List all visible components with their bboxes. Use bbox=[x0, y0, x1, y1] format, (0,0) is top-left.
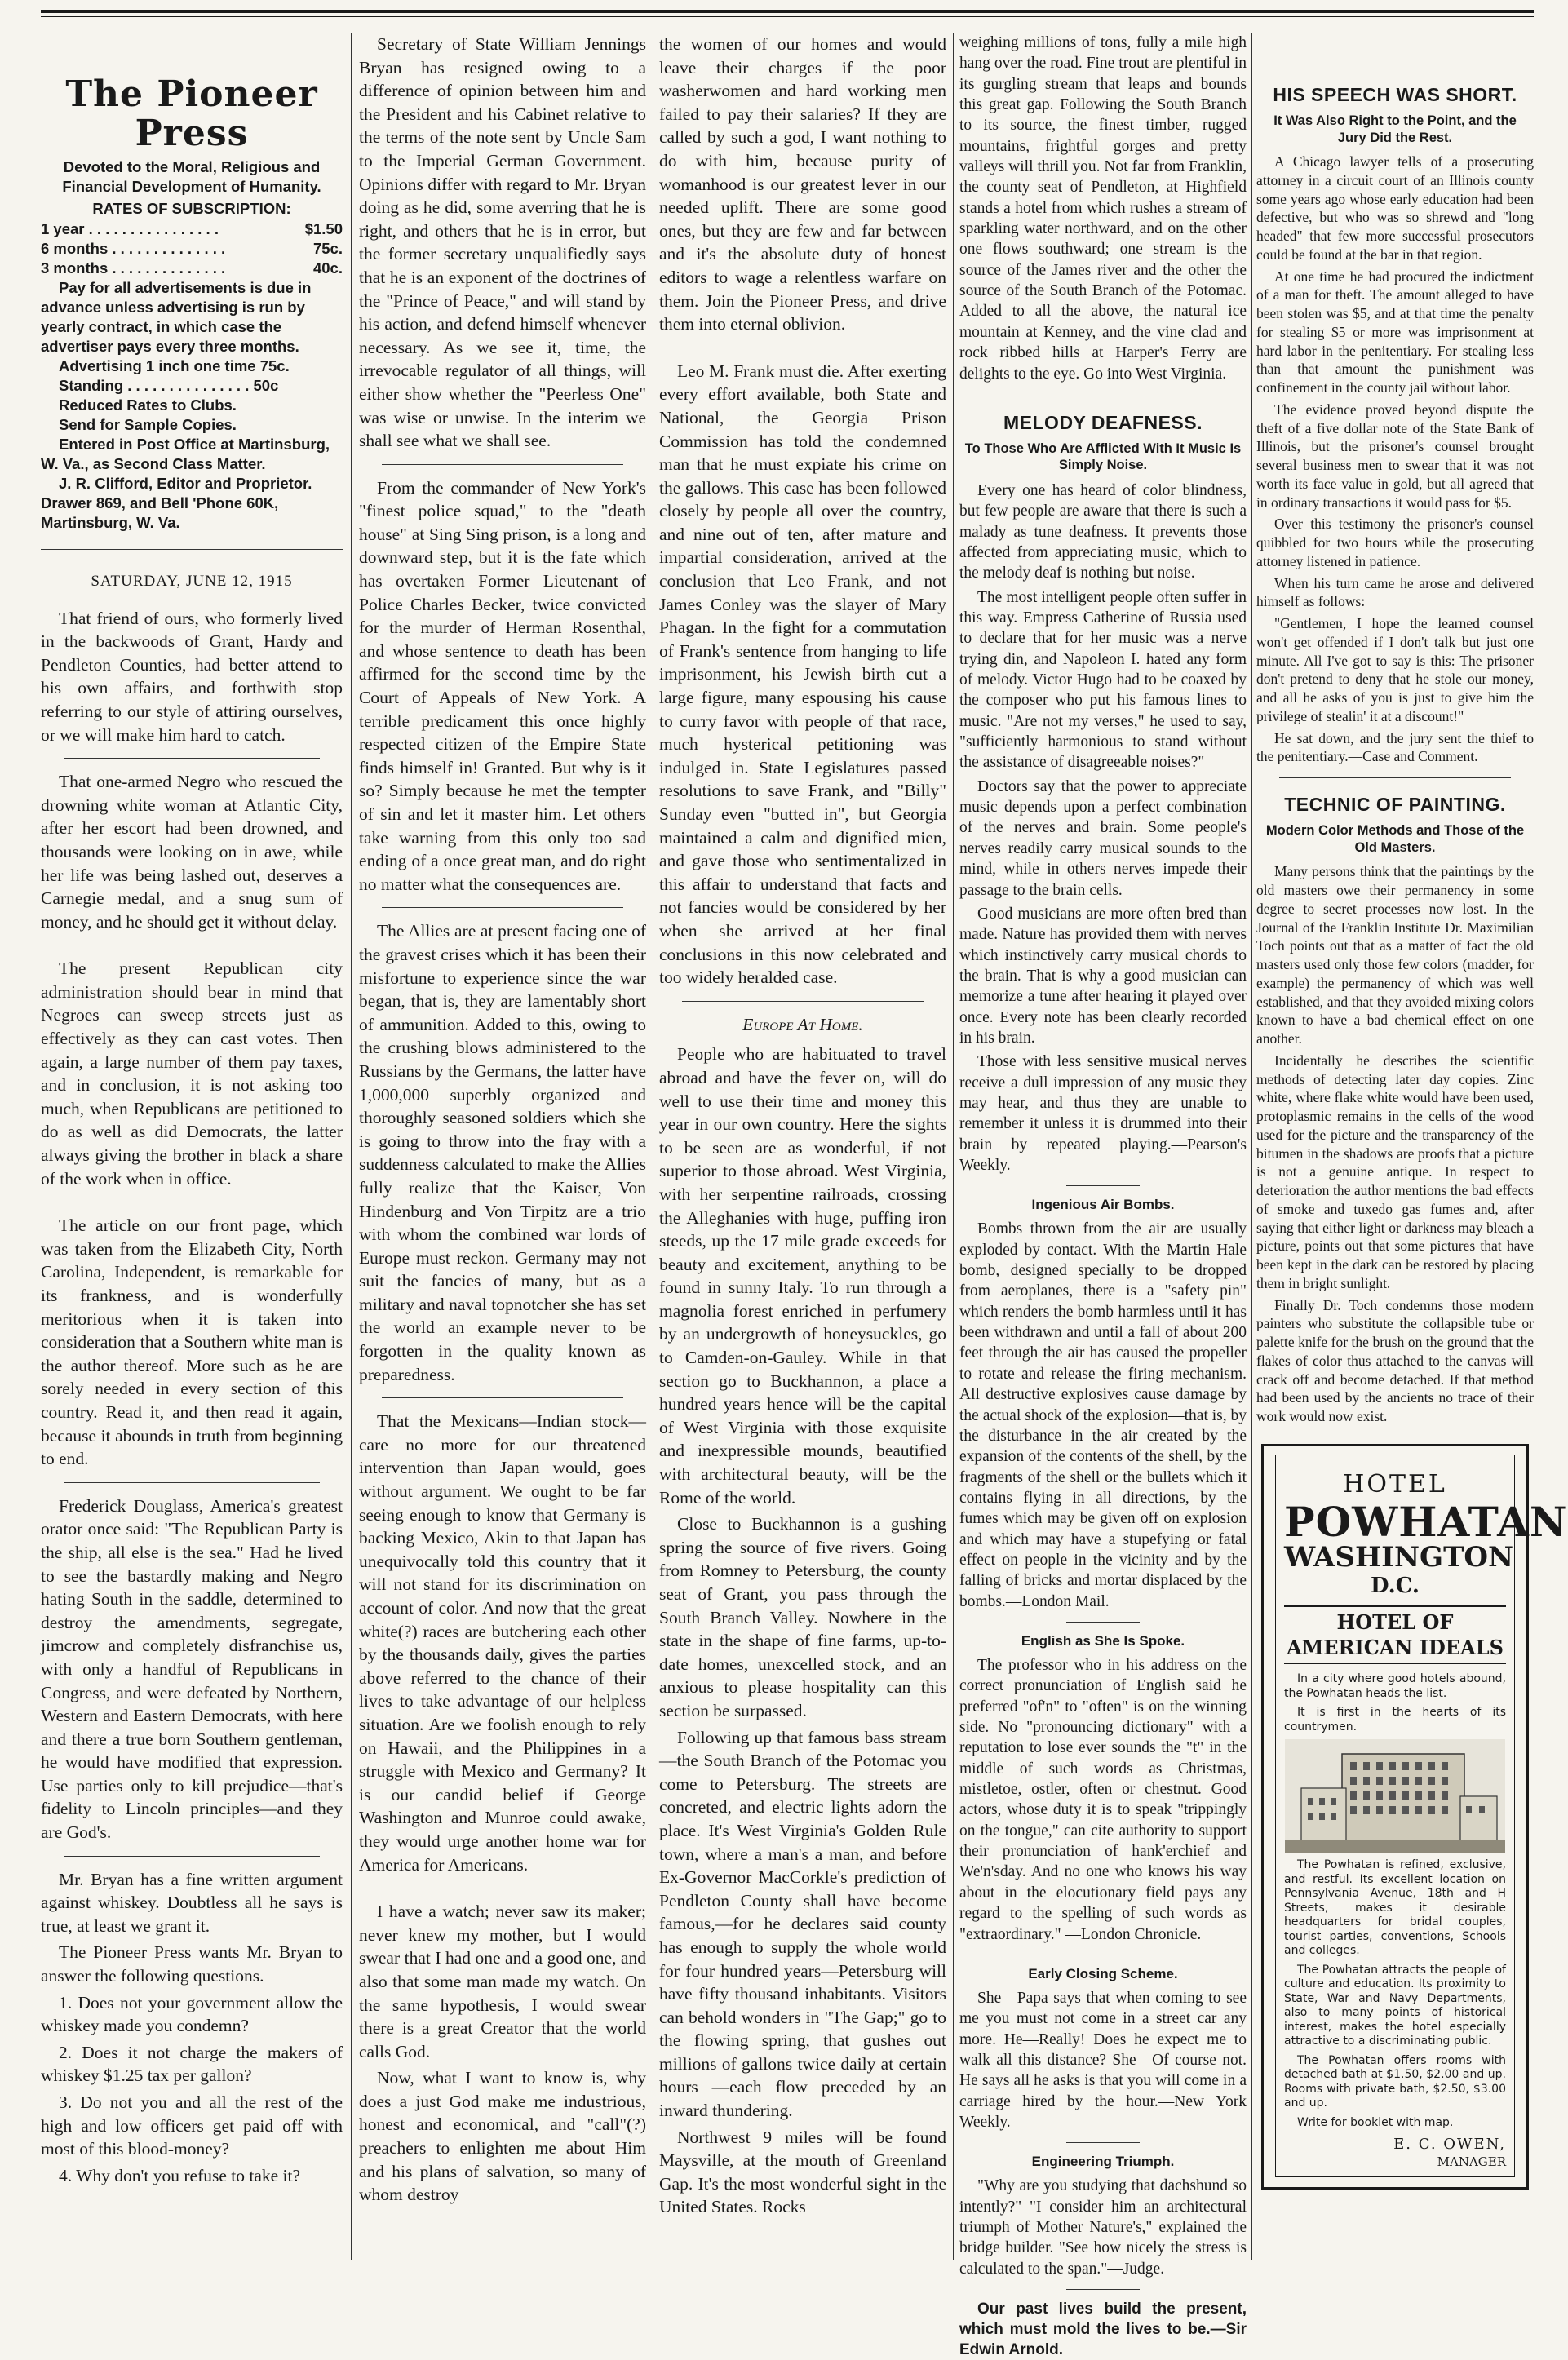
issue-date: SATURDAY, JUNE 12, 1915 bbox=[41, 549, 343, 591]
ad-banner: HOTEL OF AMERICAN IDEALS bbox=[1284, 1605, 1506, 1664]
ad-city: WASHINGTON bbox=[1284, 1540, 1514, 1574]
paragraph: The Pioneer Press wants Mr. Bryan to answer the following questions. bbox=[41, 1942, 343, 1986]
question: 1. Does not your government allow the whiskey made you condemn? bbox=[41, 1992, 343, 2036]
paragraph: Following up that famous bass stream—the South Branch of the Potomac you come to Petersburg. The streets are concreted, and electric lights adorn the place. It's West Virginia's Golden Rule town, where a man's a man, and before Ex-Governor MacCorkle's prediction of Pendleton County shall have become famous,—for he declares said county has enough to supply the whole world for four hundred years—Petersburg will have fifty thousand inhabitants. Visitors can behold wonders in "The Gap;" go to the flowing spring, that gushes out millions of gallons twice daily at certain hours —each flow preceded by an inward thundering. bbox=[659, 1727, 946, 2121]
article-title: HIS SPEECH WAS SHORT. bbox=[1273, 84, 1517, 105]
ad-text: The Powhatan attracts the people of culture and education. Its proximity to State, War and Navy Departments, also to many points of historical interest, makes the hotel especially attractive to a discriminating public. bbox=[1284, 1963, 1506, 2048]
entered-note: Entered in Post Office at Martinsburg, W. Va., as Second Class Matter. bbox=[41, 436, 330, 473]
article-title: Early Closing Scheme. bbox=[1028, 1965, 1178, 1981]
divider bbox=[1279, 777, 1511, 778]
article-title: English as She Is Spoke. bbox=[1021, 1632, 1185, 1649]
article-title: Ingenious Air Bombs. bbox=[1031, 1197, 1175, 1213]
paragraph: People who are habituated to travel abroad and have the fever on, will do well to use their time and money this year in our own country. Here the sights to be seen are as wonderful, if not superior to those abroad. West Virginia, with her serpentine railroads, crossing the Alleghanies with huge, puffing iron steeds, up the 17 mile grade exceeds for beauty and excitement, anything to be found in sunny Italy. To run through a magnolia forest enriched in perfumery by an undergrowth of honeysuckles, go to Camden-on-Gauley. While in that section go to Buckhannon, a place a hundred years hence will be the capital of West Virginia with those exquisite and inexpressible mounds, beautified with architectural beauty, will be the Rome of the world. bbox=[659, 1044, 946, 1508]
article-title: Engineering Triumph. bbox=[1031, 2154, 1175, 2170]
paragraph: "Gentlemen, I hope the learned counsel won't get offended if I don't talk but just one minute. All I've got to say is this: The prisoner don't pretend to deny that he stole our money, and all he asks of you is just to give him the privilege of stealin' it at a discount!" bbox=[1256, 615, 1534, 724]
paragraph: A Chicago lawyer tells of a prosecuting attorney in a circuit court of an Illinois county some years ago whose early education had been defective, but who was so shrewd and "long headed" that few more successful prosecutors could be found at the bar in that region. bbox=[1256, 153, 1534, 263]
question: 3. Do not you and all the rest of the high and low officers get paid off with most of this blood-money? bbox=[41, 2092, 343, 2159]
rates-list bbox=[41, 219, 343, 534]
paragraph: Finally Dr. Toch condemns those modern painters who substitute the collapsible tube or palette knife for the brush on the ground that the flakes of color thus attached to the canvas will crack off and become detached. If that method had been used by the ancients no trace of their work would now exist. bbox=[1256, 1296, 1534, 1425]
paragraph: Secretary of State William Jennings Bryan has resigned owing to a difference of opinion between him and the President and his Cabinet relative to the terms of the note sent by Uncle Sam to the Imperial German Government. Opinions differ with regard to Mr. Bryan doing as he did, some averring that he is right, and others that he is in error, but the former secretary unqualifiedly says that he is an exponent of the doctrines of the "Prince of Peace," and will stand by his action, and defend himself whenever necessary. As we see it, time, the irrevocable regulator of all things, will either show whether the "Peerless One" was wise or unwise. In the interim we shall see what we shall see. bbox=[359, 34, 646, 451]
ad-text: It is first in the hearts of its countrymen. bbox=[1284, 1706, 1506, 1733]
column-5 bbox=[1256, 33, 1568, 2260]
paragraph: Mr. Bryan has a fine written argument against whiskey. Doubtless all he says is true, at least we grant it. bbox=[41, 1869, 343, 1936]
masthead-motto: Devoted to the Moral, Religious and Financial Development of Humanity. bbox=[62, 157, 321, 196]
paragraph: Those with less sensitive musical nerves receive a dull impression of any music they may hear, and thus they are unable to remember it unless it is drummed into their brain by repeated playing.—Pearson's Weekly. bbox=[959, 1053, 1247, 1174]
paragraph: Frederick Douglass, America's greatest orator once said: "The Republican Party is the ship, all else is the sea." Had he lived to see the bastardly making and Negro hating South in the saddle, determined to destroy the amendments, segregate, jimcrow and completely disfranchise us, with only a handful of Republicans in Congress, and were defeated by Northern, Western and Eastern Democrats, with here and there a true born Southern gentleman, he would have modified that expression. Use parties only to kill prejudice—that's fidelity to Lincoln principles—and they are God's. bbox=[41, 1495, 343, 1843]
column-rule bbox=[953, 33, 954, 2260]
column-3 bbox=[659, 33, 946, 2260]
divider bbox=[1066, 2289, 1140, 2290]
ad-dc: D.C. bbox=[1371, 1574, 1420, 1599]
editor-note: J. R. Clifford, Editor and Proprietor. Drawer 869, and Bell 'Phone 60K, Martinsburg, W. Va. bbox=[41, 475, 312, 532]
paragraph: Close to Buckhannon is a gushing spring the source of five rivers. Going from Romney to Petersburg, the county seat of Grant, you pass through the South Branch Valley. Nowhere in the state in the shape of fine farms, up-to-date homes, unexcelled stock, and an anxious to please hospitality can this section be surpassed. bbox=[659, 1514, 946, 1720]
paragraph: That friend of ours, who formerly lived in the backwoods of Grant, Hardy and Pendleton Counties, had better attend to his own affairs, and forthwith stop referring to our style of attiring ourselves, or we will make him hard to catch. bbox=[41, 608, 343, 745]
paragraph: Every one has heard of color blindness, but few people are aware that there is such a malady as tune deafness. It prevents those affected from appreciating music, which to the melody deaf is nothing but noise. bbox=[959, 481, 1247, 582]
column-rule bbox=[1251, 33, 1252, 2260]
top-rule bbox=[41, 10, 1534, 13]
divider bbox=[64, 1482, 320, 1483]
paragraph: The evidence proved beyond dispute the theft of a five dollar note of the State Bank of Illinois, but the prisoner's counsel brought several business men to swear that it was not worth its face value in gold, but all agreed that in ordinary transactions it would pass for $5. bbox=[1256, 401, 1534, 511]
divider bbox=[382, 1397, 623, 1398]
standing-rate: Standing . . . . . . . . . . . . . . . 50c bbox=[59, 376, 279, 394]
paragraph: Northwest 9 miles will be found Maysville, at the mouth of Greenland Gap. It's the most wonderful sight in the United States. Rocks bbox=[659, 2127, 946, 2217]
article-subtitle: Modern Color Methods and Those of the Old Masters. bbox=[1265, 823, 1525, 855]
section-heading: Europe At Home. bbox=[742, 1014, 863, 1034]
paragraph: Leo M. Frank must die. After exerting every effort available, both State and National, the Georgia Prison Commission has told the condemned man that he must expiate his crime on the gallows. This case has been followed closely by people all over the country, and nine out of ten, after mature and impartial consideration, arrived at the conclusion that Leo Frank, and not James Conley was the slayer of Mary Phagan. In the fight for a commutation of Frank's sentence from hanging to life imprisonment, his Jewish birth cut a large figure, many espousing his cause to curry favor with people of that race, much hysterical petitioning was indulged in. State Legislatures passed resolutions to save Frank, and "Billy" Sunday even "butted in", but Georgia maintained a calm and dignified mien, and gave those who sentimentalized in this affair to understand that facts and not fancies would be considered by her when she arrived at her final conclusions in this now celebrated and too widely heralded case. bbox=[659, 361, 946, 988]
ad-text: The Powhatan is refined, exclusive, and restful. Its excellent location on Pennsylvania Avenue, 18th and H Streets, makes it desirable headquarters for bridal couples, tourist parties, conventions, Schools and colleges. bbox=[1284, 1858, 1506, 1958]
hotel-building-illustration bbox=[1285, 1739, 1505, 1853]
ad-hotel-word: HOTEL bbox=[1343, 1469, 1447, 1499]
ad-signature: E. C. OWEN, bbox=[1393, 2136, 1506, 2154]
paragraph: The Allies are at present facing one of the gravest crises which it has been their misfortune to experience since the war began, that is, they are lamentably short of ammunition. Added to this, owing to the crushing blows administered to the Russians by the Germans, the latter have 1,000,000 superbly organized and thoroughly seasoned soldiers which she is going to throw into the fray with a suddenness calculated to make the Allies fully realize that the Kaiser, Von Hindenburg and Von Tirpitz are a trio with whom the combined war lords of Europe must reckon. Germany may not suit the fancies of many, but as a military and naval topnotcher she has set the world an example never to be forgotten in the quality known as preparedness. bbox=[359, 921, 646, 1384]
column-4 bbox=[959, 33, 1247, 2358]
masthead-title: The Pioneer Press bbox=[65, 73, 318, 155]
paragraph: Doctors say that the power to appreciate music depends upon a perfect combination of the nerves and brain. Some people's nerves readily carry musical sounds to the mind, while in others nerves impede their passage to the brain cells. bbox=[959, 777, 1247, 899]
top-rule-thin bbox=[41, 16, 1534, 17]
divider bbox=[382, 464, 623, 465]
paragraph: The most intelligent people often suffer in this way. Empress Catherine of Russia used to declare that for her music was a nerve trying din, and Napoleon I. hated any form of melody. Victor Hugo had to be coaxed by the composer who put his famous lines to music. "Are not my verses," he used to say, "sufficiently harmonious to stand without the assistance of disagreeable noises?" bbox=[959, 588, 1247, 772]
paragraph: Over this testimony the prisoner's counsel quibbled for two hours while the prosecuting attorney listened in patience. bbox=[1256, 516, 1534, 569]
ad-text: Write for booklet with map. bbox=[1297, 2115, 1454, 2129]
pay-note: Pay for all advertisements is due in advance unless advertising is run by yearly contract, in which case the advertiser pays every three months. bbox=[41, 278, 312, 355]
samples-note: Send for Sample Copies. bbox=[59, 416, 237, 434]
paragraph: When his turn came he arose and delivered himself as follows: bbox=[1256, 574, 1534, 610]
divider bbox=[64, 758, 320, 759]
paragraph: The article on our front page, which was taken from the Elizabeth City, North Carolina, Independent, is remarkable for its frankness, and is wonderfully meritorious when it is taken into consideration that a Southern white man is the author thereof. More such as he are sorely needed in every section of this country. Read it, and then read it again, because it abounds in truth from beginning to end. bbox=[41, 1215, 343, 1469]
rates-heading: RATES OF SUBSCRIPTION: bbox=[92, 199, 291, 217]
divider bbox=[382, 907, 623, 908]
divider bbox=[1066, 2142, 1140, 2143]
paragraph: That the Mexicans—Indian stock—care no more for our threatened intervention than Japan would, goes without argument. We ought to be far seeing enough to know that Germany is backing Mexico, Akin to that Japan has unequivocally told this country that it will not stand for its discrimination on account of color. And now that the great white(?) races are butchering each other by the thousands daily, gives the parties above referred to the chance of their lives to take advantage of our helpless situation. Are we foolish enough to rely on Hawaii, and the Philippines in a struggle with Mexico and Germany? It is our candid belief if George Washington and Munroe could awake, they would urge another home war for America for Americans. bbox=[359, 1411, 646, 1875]
advertising-rate: Advertising 1 inch one time 75c. bbox=[59, 356, 290, 374]
question: 2. Does it not charge the makers of whiskey $1.25 tax per gallon? bbox=[41, 2042, 343, 2086]
rate-row: 1 year . . . . . . . . . . . . . . . . $1.50 bbox=[41, 219, 343, 237]
paragraph: The professor who in his address on the correct pronunciation of English said he preferred "of'n" to "often" is on the winning side. No "pronouncing dictionary" with a reputation to lose ever sounds the "t" in the middle of such words as Christmas, mistletoe, ostler, often or chestnut. Good actors, whose duty it is to speak "trippingly on the tongue," can cite authority to support their pronunciation of hank'erchief and We'n'sday. And no one who knows his way about in the elocutionary field pays any regard to the spelling of such words as "extraordinary." —London Chronicle. bbox=[959, 1657, 1247, 1943]
paragraph: At one time he had procured the indictment of a man for theft. The amount alleged to have been stolen was $5, and at that time the penalty for stealing $5 or more was imprisonment at hard labor in the penitentiary. For stealing less than that amount the punishment was confinement in the county jail without labor. bbox=[1256, 268, 1534, 396]
column-2 bbox=[359, 33, 646, 2260]
article-subtitle: It Was Also Right to the Point, and the Jury Did the Rest. bbox=[1273, 113, 1517, 145]
ad-text: The Powhatan offers rooms with detached bath at $1.50, $2.00 and up. Rooms with private bath, $2.50, $3.00 and up. bbox=[1284, 2053, 1506, 2110]
question: 4. Why don't you refuse to take it? bbox=[59, 2165, 301, 2185]
paragraph: "Why are you studying that dachshund so intently?" "I consider him an architectural triumph of Mother Nature's," explained the bridge builder. "See how nicely the stress is calculated to the span."—Judge. bbox=[959, 2177, 1247, 2278]
paragraph: The present Republican city administration should bear in mind that Negroes can sweep streets just as effectively as they can cast votes. Then again, a large number of them pay taxes, and in conclusion, it is not asking too much, when Republicans are petitioned to do as well as did Democrats, the latter always giving the brother in black a share of the work when in office. bbox=[41, 959, 343, 1189]
hotel-advertisement bbox=[1261, 1444, 1568, 2190]
divider bbox=[1066, 1622, 1140, 1623]
divider bbox=[64, 1856, 320, 1857]
ad-hotel-name: POWHATAN bbox=[1284, 1497, 1568, 1546]
paragraph: Many persons think that the paintings by the old masters owe their permanency in some degree to secret processes now lost. In the Journal of the Franklin Institute Dr. Maximilian Toch points out that as a matter of fact the old masters used only those few colors (madder, for example) the permanency of which was well established, and that they avoided mixing colors known to have a bad chemical effect on one another. bbox=[1256, 863, 1534, 1047]
paragraph: weighing millions of tons, fully a mile high hang over the road. Fine trout are plentiful in its gurgling stream that leaps and bounds this great gap. Following the South Branch to its source, the finest timber, rugged mountains, frightful gorges and pretty valleys will thrill you. Not far from Franklin, the county seat of Pendleton, at Highfield stands a hotel from which rushes a stream of sparkling water northward, and on the other one flows southward; one stream is the source of the James river and the other the source of the South Branch of the Potomac. Added to all the above, the natural ice mountain at Kenney, and the vine clad and rock ribbed hills at Harper's Ferry are delights to the eye. Go into West Virginia. bbox=[959, 34, 1247, 383]
clubs-note: Reduced Rates to Clubs. bbox=[59, 396, 237, 414]
divider bbox=[1066, 1185, 1140, 1186]
column-1 bbox=[41, 33, 343, 2260]
rate-row: 6 months . . . . . . . . . . . . . . 75c. bbox=[41, 239, 343, 257]
divider bbox=[682, 1001, 924, 1002]
ad-frame bbox=[1275, 1455, 1568, 2177]
paragraph: Good musicians are more often bred than made. Nature has provided them with nerves which instinctively carry musical chords to the brain. That is why a good musician can memorize a tune after hearing it played over once. Every note has been clearly recorded in his brain. bbox=[959, 905, 1247, 1047]
column-rule bbox=[351, 33, 352, 2260]
ad-text: In a city where good hotels abound, the Powhatan heads the list. bbox=[1284, 1672, 1506, 1700]
article-subtitle: To Those Who Are Afflicted With It Music Is Simply Noise. bbox=[964, 441, 1242, 473]
article-title: TECHNIC OF PAINTING. bbox=[1284, 794, 1506, 816]
paragraph: Now, what I want to know is, why does a just God make me industrious, honest and economical, and "call"(?) preachers to enlighten me about Him and his plans of salvation, so many of whom destroy bbox=[359, 2068, 646, 2205]
paragraph: Bombs thrown from the air are usually exploded by contact. With the Martin Hale bomb, designed specially to be dropped from aeroplanes, there is a "safety pin" which renders the bomb harmless until it has been withdrawn and until a fall of about 200 feet through the air has caused the propeller to rotate and release the firing mechanism. All destructive explosives cause damage by the actual shock of the explosion—that is, by the disturbance in the air created by the expansion of the contents of the shell, by the fragments of the shell or the bullets which it contains flying in all directions, by the fumes which may be given off on explosion and which may have a stupefying or fatal effect on people in the vicinity and by the falling of bricks and mortar displaced by the bombs.—London Mail. bbox=[959, 1220, 1247, 1610]
closing-quote: Our past lives build the present, which must mold the lives to be.—Sir Edwin Arnold. bbox=[959, 2300, 1247, 2358]
ad-manager-title: MANAGER bbox=[1437, 2154, 1506, 2169]
paragraph: I have a watch; never saw its maker; never knew my mother, but I would swear that I had one and a good one, and also that some man made my watch. On the same hypothesis, I would swear there is a great Creator that the world calls God. bbox=[359, 1902, 646, 2061]
rate-row: 3 months . . . . . . . . . . . . . . 40c. bbox=[41, 259, 343, 277]
paragraph: From the commander of New York's "finest police squad," to the "death house" at Sing Sing prison, is a long and downward step, but it is the fate which has overtaken Former Lieutenant of Police Charles Becker, twice convicted for the murder of Herman Rosenthal, and whose sentence to death has been affirmed for the second time by the Court of Appeals of New York. A terrible predicament this once highly respected citizen of the Empire State finds himself in! Granted. But why is it so? Simply because he met the tempter of sin and let it master him. Let others take warning from this only too sad ending of a once great man, and do right no matter what the consequences are. bbox=[359, 477, 646, 894]
paragraph: the women of our homes and would leave their charges if the poor washerwomen and hard working men failed to pay their salaries? If they are called by such a god, I want nothing to do with him, because purity of womanhood is our greatest lever in our needed uplift. There are some good ones, but they are few and far between and it's the absolute duty of honest editors to wage a relentless warfare on them. Join the Pioneer Press, and drive them into eternal oblivion. bbox=[659, 34, 946, 334]
paragraph: That one-armed Negro who rescued the drowning white woman at Atlantic City, after her escort had been drowned, and thousands were looking on in awe, while her life was being lashed out, deserves a Carnegie medal, and a snug sum of money, and he should get it without delay. bbox=[41, 772, 343, 932]
paragraph: Incidentally he describes the scientific methods of detecting later day copies. Zinc white, where flake white would have been used, protoplasmic remains in the cells of the wood used for the picture and the transparency of the bitumen in the shadows are proofs that a picture is not a genuine antique. In respect to deterioration the author mentions the bad effects of smoke and tuxedo gas fumes and, after saying that either light or darkness may bleach a picture, points out that some pictures that have been kept in the dark can be restored by placing them in bright sunlight. bbox=[1256, 1052, 1534, 1291]
article-title: MELODY DEAFNESS. bbox=[1003, 411, 1203, 433]
paragraph: He sat down, and the jury sent the thief to the penitentiary.—Case and Comment. bbox=[1256, 729, 1534, 765]
paragraph: She—Papa says that when coming to see me you must not come in a street car any more. He—Really! Does he expect me to walk all this distance? She—Of course not. He says all he asks is that you will come in a carriage hired by the hour.—New York Weekly. bbox=[959, 1989, 1247, 2132]
